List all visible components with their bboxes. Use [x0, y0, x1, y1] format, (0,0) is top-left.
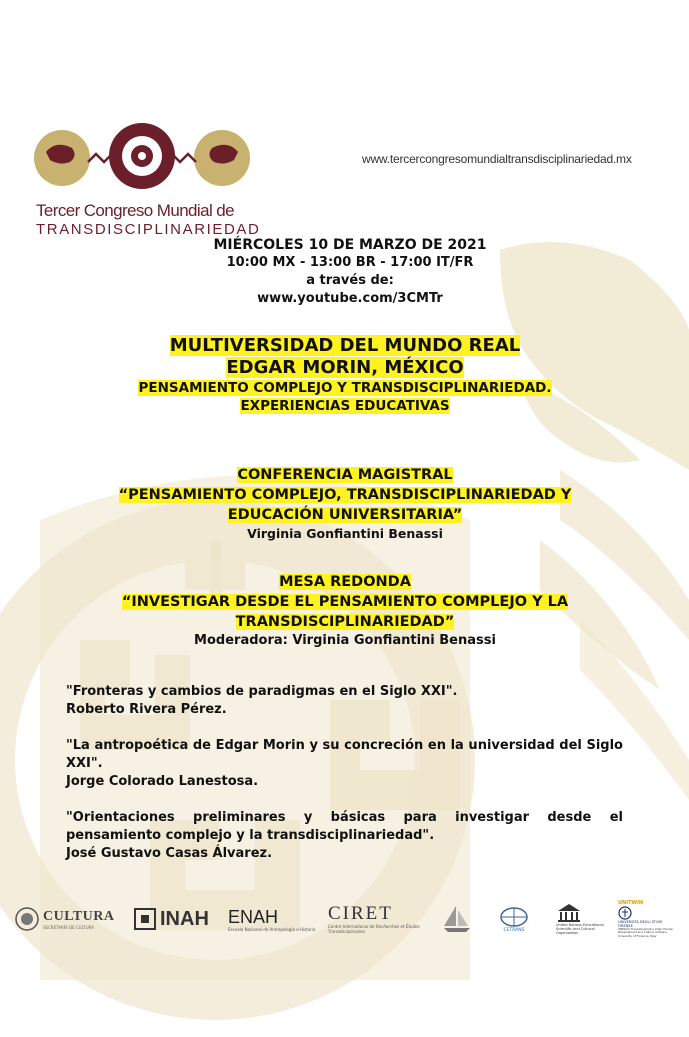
- conference-speaker: Virginia Gonfiantini Benassi: [247, 526, 443, 541]
- inah-emblem-icon: [132, 906, 158, 932]
- roundtable-block: [40, 572, 650, 650]
- congress-name-line1: Tercer Congreso Mundial de: [36, 201, 234, 220]
- unifi-text: UNIVERSITÀ DEGLI STUDI FIRENZE: [618, 920, 663, 929]
- conference-title-line1: “PENSAMIENTO COMPLEJO, TRANSDISCIPLINARIEDAD Y: [118, 487, 572, 503]
- cetrans-text: CETRANS: [503, 927, 525, 933]
- cetrans-logo: [488, 896, 540, 942]
- inah-logo: [132, 896, 222, 942]
- stream-url[interactable]: www.youtube.com/3CMTr: [257, 291, 443, 306]
- talk-title: "La antropoética de Edgar Morin y su concreción en la universidad del Siglo XXI".: [66, 738, 623, 771]
- congress-emblem-icon: [32, 122, 252, 197]
- main-title-line1: MULTIVERSIDAD DEL MUNDO REAL: [169, 335, 521, 356]
- enah-text: ENAH: [228, 906, 279, 927]
- main-subtitle-line2: EXPERIENCIAS EDUCATIVAS: [240, 398, 450, 414]
- unesco-logo: [556, 896, 616, 942]
- event-time: 10:00 MX - 13:00 BR - 17:00 IT/FR: [226, 255, 474, 270]
- congress-logo: [32, 122, 261, 238]
- mexico-seal-icon: [14, 906, 40, 932]
- ciret-subtext: Centre International de Recherches et Études Transdisciplinaires: [328, 924, 420, 934]
- conference-title-line2: EDUCACIÓN UNIVERSITARIA”: [227, 507, 463, 523]
- enah-logo: [228, 896, 328, 942]
- cultura-logo: [14, 896, 126, 942]
- ciret-text: CIRET: [328, 903, 393, 924]
- roundtable-title-line1: “INVESTIGAR DESDE EL PENSAMIENTO COMPLEJO Y LA: [121, 594, 569, 610]
- unesco-subtext: United Nations Educational, Scientific and Cultural Organization: [556, 923, 605, 935]
- roundtable-title-line2: TRANSDISCIPLINARIEDAD”: [235, 614, 455, 630]
- talk-item: [66, 737, 623, 791]
- talk-item: [66, 809, 623, 863]
- unifi-chair-text: UNESCO Transdisciplinary Chair Human Development and Culture of Peace University of Florence, Italy: [618, 927, 674, 938]
- inah-text: INAH: [160, 907, 209, 930]
- congress-name-line2: TRANSDISCIPLINARIEDAD: [36, 221, 261, 238]
- talk-speaker: Jorge Colorado Lanestosa.: [66, 774, 259, 789]
- ciret-logo: [328, 896, 440, 942]
- talk-speaker: José Gustavo Casas Álvarez.: [66, 846, 273, 861]
- event-via: a través de:: [306, 273, 394, 288]
- main-subtitle-line1: PENSAMIENTO COMPLEJO Y TRANSDISCIPLINARIEDAD.: [138, 380, 552, 396]
- sponsor-logos: [14, 896, 675, 942]
- roundtable-heading: MESA REDONDA: [279, 574, 411, 590]
- main-title-line2: EDGAR MORIN, MÉXICO: [226, 357, 464, 378]
- event-info: [150, 236, 550, 308]
- cultura-subtext: SECRETARÍA DE CULTURA: [43, 924, 95, 930]
- unitwin-text: UNITWIN: [618, 900, 644, 907]
- conference-block: [40, 465, 650, 543]
- talk-speaker: Roberto Rivera Pérez.: [66, 702, 227, 717]
- website-link[interactable]: www.tercercongresomundialtransdisciplinariedad.mx: [362, 152, 632, 166]
- enah-subtext: Escuela Nacional de Antropología e Historia: [228, 926, 316, 932]
- talk-title: "Fronteras y cambios de paradigmas en el Siglo XXI".: [66, 684, 458, 699]
- cetrans-globe-icon: [499, 906, 529, 928]
- roundtable-moderator: Moderadora: Virginia Gonfiantini Benassi: [194, 633, 496, 648]
- sailboat-icon: [440, 904, 474, 934]
- unifi-crest-icon: [618, 906, 632, 920]
- event-date: MIÉRCOLES 10 DE MARZO DE 2021: [213, 237, 487, 253]
- talk-list: [66, 683, 623, 881]
- main-title-block: [40, 335, 650, 415]
- conference-heading: CONFERENCIA MAGISTRAL: [237, 467, 453, 483]
- unesco-temple-icon: [556, 903, 582, 923]
- sailboat-logo: [440, 896, 480, 942]
- cultura-text: CULTURA: [43, 908, 115, 924]
- unifi-logo: [618, 896, 675, 942]
- talk-title: "Orientaciones preliminares y básicas para investigar desde el pensamiento complejo y la transdisciplinariedad".: [66, 810, 623, 843]
- talk-item: [66, 683, 623, 719]
